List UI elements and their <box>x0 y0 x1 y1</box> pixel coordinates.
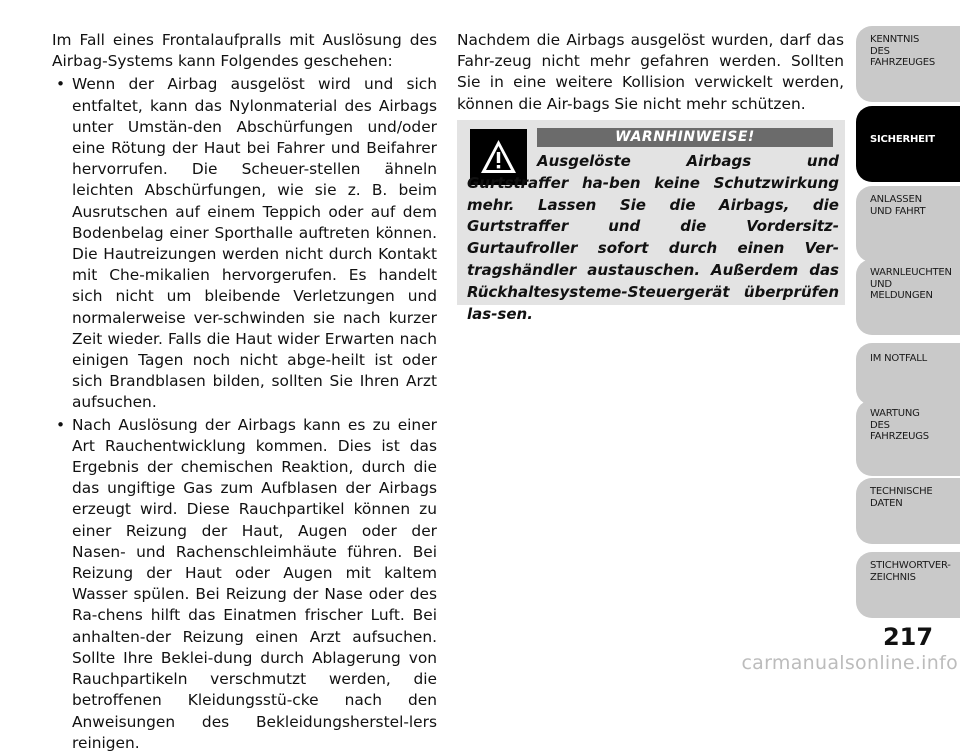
warning-box <box>457 120 845 323</box>
tab-im-notfall[interactable]: IM NOTFALL <box>856 343 960 405</box>
left-column <box>52 30 437 755</box>
bullet-list <box>52 74 437 754</box>
page-number: 217 <box>882 623 934 651</box>
bullet-item: • Nach Auslösung der Airbags kann es zu einer Art Rauchentwicklung kommen. Dies ist das Ergebnis der chemischen Reaktion, durch die das ungiftige Gas zum Aufblasen der Airbags erzeugt wird. Diese Rauchpartikel können zu einer Reizung der Haut, Augen oder der Nasen- und Rachenschleimhäute führen. Bei Reizung der Haut oder Augen mit kaltem Wasser spülen. Bei Reizung der Nase oder des Ra-chens hilft das Einatmen frischer Luft. Bei anhalten-der Reizung einen Arzt aufsuchen. Sollte Ihre Beklei-dung durch Ablagerung von Rauchpartikeln verschmutzt werden, die betroffenen Kleidungsstü-cke nach den Anweisungen des Bekleidungsherstel-lers reinigen. <box>52 415 437 754</box>
warning-text: Ausgelöste Airbags und Gurtstraffer ha-ben keine Schutzwirkung mehr. Lassen Sie die Airbags, die Gurtstraffer und die Vordersitz-Gurtaufroller sofort durch einen Ver-tragshändler austauschen. Außerdem das Rückhaltesysteme-Steuergerät überprüfen las-sen. <box>467 152 839 323</box>
tab-kenntnis-des-fahrzeuges[interactable]: KENNTNIS DES FAHRZEUGES <box>856 26 960 102</box>
tab-sicherheit[interactable]: SICHERHEIT <box>856 106 960 182</box>
right-paragraph: Nachdem die Airbags ausgelöst wurden, darf das Fahr-zeug nicht mehr gefahren werden. Sollten Sie in eine weitere Kollision verwickelt werden, können die Air-bags Sie nicht mehr schützen. <box>457 31 844 113</box>
tab-wartung-des-fahrzeugs[interactable]: WARTUNG DES FAHRZEUGS <box>856 400 960 476</box>
tab-stichwortverzeichnis[interactable]: STICHWORTVER- ZEICHNIS <box>856 552 960 618</box>
tab-warnleuchten-und-meldungen[interactable]: WARNLEUCHTEN UND MELDUNGEN <box>856 259 960 335</box>
tab-technische-daten[interactable]: TECHNISCHE DATEN <box>856 478 960 544</box>
right-column <box>457 30 844 115</box>
intro-paragraph: Im Fall eines Frontalaufpralls mit Auslösung des Airbag-Systems kann Folgendes geschehen: <box>52 31 437 71</box>
watermark: carmanualsonline.info <box>741 652 958 674</box>
tab-anlassen-und-fahrt[interactable]: ANLASSEN UND FAHRT <box>856 186 960 262</box>
warning-header: WARNHINWEISE! <box>537 128 833 147</box>
chapter-sidebar <box>856 0 960 678</box>
bullet-item: • Wenn der Airbag ausgelöst wird und sich entfaltet, kann das Nylonmaterial des Airbags unter Umstän-den Abschürfungen und/oder eine Rötung der Haut bei Fahrer und Beifahrer hervorrufen. Die Scheuer-stellen ähneln leichten Abschürfungen, wie sie z. B. beim Ausrutschen auf einem Teppich oder auf dem Bodenbelag einer Sporthalle auftreten können. Die Hautreizungen werden nicht durch Kontakt mit Che-mikalien hervorgerufen. Es handelt sich nicht um bleibende Verletzungen und normalerweise ver-schwinden sie nach kurzer Zeit wieder. Falls die Haut wider Erwarten nach einigen Tagen noch nicht abge-heilt ist oder sich Brandblasen bilden, sollten Sie Ihren Arzt aufsuchen. <box>52 74 437 413</box>
